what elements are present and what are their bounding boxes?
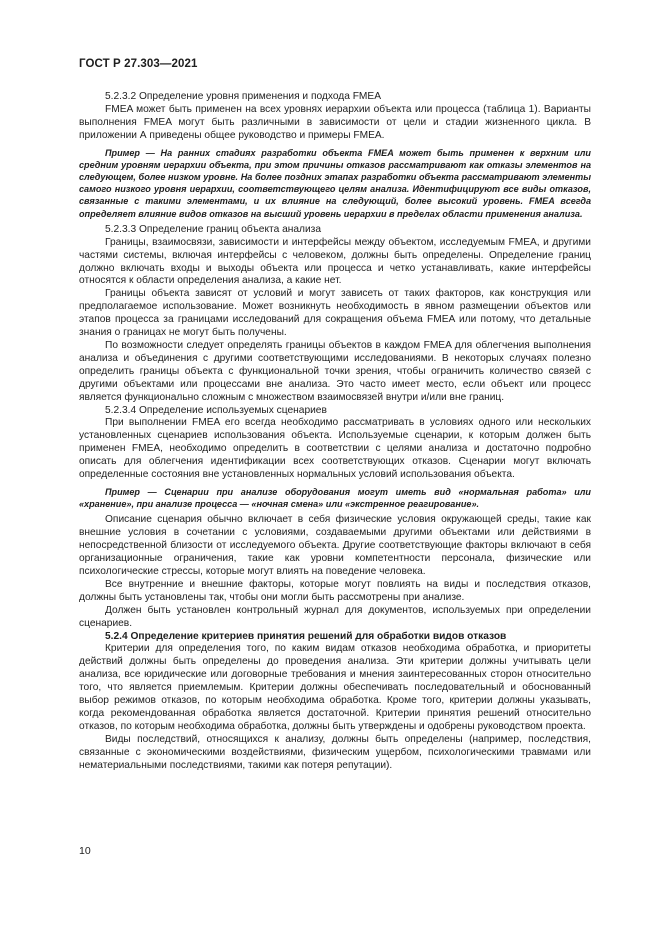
paragraph: Критерии для определения того, по каким видам отказов необходима обработка, и приоритеты действий должны быть определены до проведения анализа. Эти критерии должны учитывать цели анализа, все юридические или договорные требования и мнения заинтересованных сторон относительно того, что является приемлемым. Критерии должны обеспечивать последовательный и обоснованный выбор режимов отказов, по которым необходима обработка. Кроме того, критерии должны указывать, когда рекомендованная обработка является достаточной. Критерии принятия решений относительно отказов, по которым необходима обработка, должны быть утверждены и одобрены руководством проекта.	[79, 643, 591, 732]
page-number: 10	[79, 845, 91, 857]
paragraph: Виды последствий, относящихся к анализу, должны быть определены (например, последствия, связанные с экономическими воздействиями, физическим ущербом, психологическими травмами или нематериальными последствиями, такими как потеря репутации).	[79, 733, 591, 771]
document-body	[79, 91, 591, 773]
paragraph: По возможности следует определять границы объектов в каждом FMEA для облегчения выполнения анализа и объединения с другими соответствующими исследованиями. В некоторых случаях полезно определить границы объекта с функциональной точки зрения, чтобы ограничить количество связей с другими объектами или процессами вне анализа. Это часто имеет место, если объект или процесс является функционально сложным с множеством взаимосвязей внутри и/или вне границ.	[79, 340, 591, 403]
section-heading-5-2-3-2: 5.2.3.2 Определение уровня применения и подхода FMEA	[105, 91, 382, 102]
section-heading-5-2-3-3: 5.2.3.3 Определение границ объекта анализа	[105, 223, 322, 235]
paragraph: Должен быть установлен контрольный журнал для документов, используемых при определении сценариев.	[79, 604, 591, 629]
example-note: Пример — На ранних стадиях разработки объекта FMEA может быть применен к верхним или средним уровням иерархии объекта, при этом причины отказов рассматривают как отказы элементов на следующем, более низком уровне. На более поздних этапах разработки объекта рассматривают элементы самого низкого уровня иерархии, соответствующего целям анализа. Идентифицируют все виды отказов, связанные с такими элементами, и их влияние на следующий, более высокий уровень. FMEA всегда определяет влияние видов отказов на высший уровень иерархии в пределах области применения анализа.	[79, 147, 591, 219]
paragraph: Границы объекта зависят от условий и могут зависеть от таких факторов, как конструкция или предполагаемое использование. Может возникнуть необходимость в явном размещении объектов или этапов процесса за границами исследований для сокращения объема FMEA или потому, что детальные знания о границах не могут быть получены.	[79, 288, 591, 339]
paragraph: Все внутренние и внешние факторы, которые могут повлиять на виды и последствия отказов, должны быть установлены так, чтобы они могли быть рассмотрены при анализе.	[79, 578, 591, 603]
paragraph: Границы, взаимосвязи, зависимости и интерфейсы между объектом, исследуемым FMEA, и другими частями системы, включая интерфейсы с человеком, должны быть определены. Определение границ должно включать входы и выходы объекта или процесса и четко устанавливать, какие интерфейсы относятся к области определения анализа, а какие нет.	[79, 236, 591, 287]
paragraph: FMEA может быть применен на всех уровнях иерархии объекта или процесса (таблица 1). Варианты выполнения FMEA могут быть различными в зависимости от цели и стадии жизненного цикла. В приложении А приведены общее руководство и примеры FMEA.	[79, 103, 591, 141]
paragraph: При выполнении FMEA его всегда необходимо рассматривать в условиях одного или нескольких установленных сценариев использования объекта. Используемые сценарии, к которым должен быть применен FMEA, необходимо определить в соответствии с целями анализа и достаточно подробно описать для облегчения идентификации всех соответствующих отказов. Сценарии могут включать определенные состояния вне установленных нормальных условий использования объекта.	[79, 417, 591, 481]
paragraph: Описание сценария обычно включает в себя физические условия окружающей среды, такие как внешние условия в сочетании с условиями, создаваемыми другими объектами или действиями в непосредственной близости от исследуемого объекта. Другие соответствующие факторы включают в себя организационные ограничения, такие как уровни компетентности персонала, физические или психологические стрессы, которые могут влиять на поведение человека.	[79, 514, 591, 577]
section-heading-5-2-3-4: 5.2.3.4 Определение используемых сценариев	[105, 404, 327, 416]
standard-header: ГОСТ Р 27.303—2021	[79, 58, 198, 70]
example-note: Пример — Сценарии при анализе оборудования могут иметь вид «нормальная работа» или «хранение», при анализе процесса — «ночная смена» или «экстренное реагирование».	[79, 486, 591, 510]
section-heading-5-2-4: 5.2.4 Определение критериев принятия решений для обработки видов отказов	[105, 630, 507, 642]
